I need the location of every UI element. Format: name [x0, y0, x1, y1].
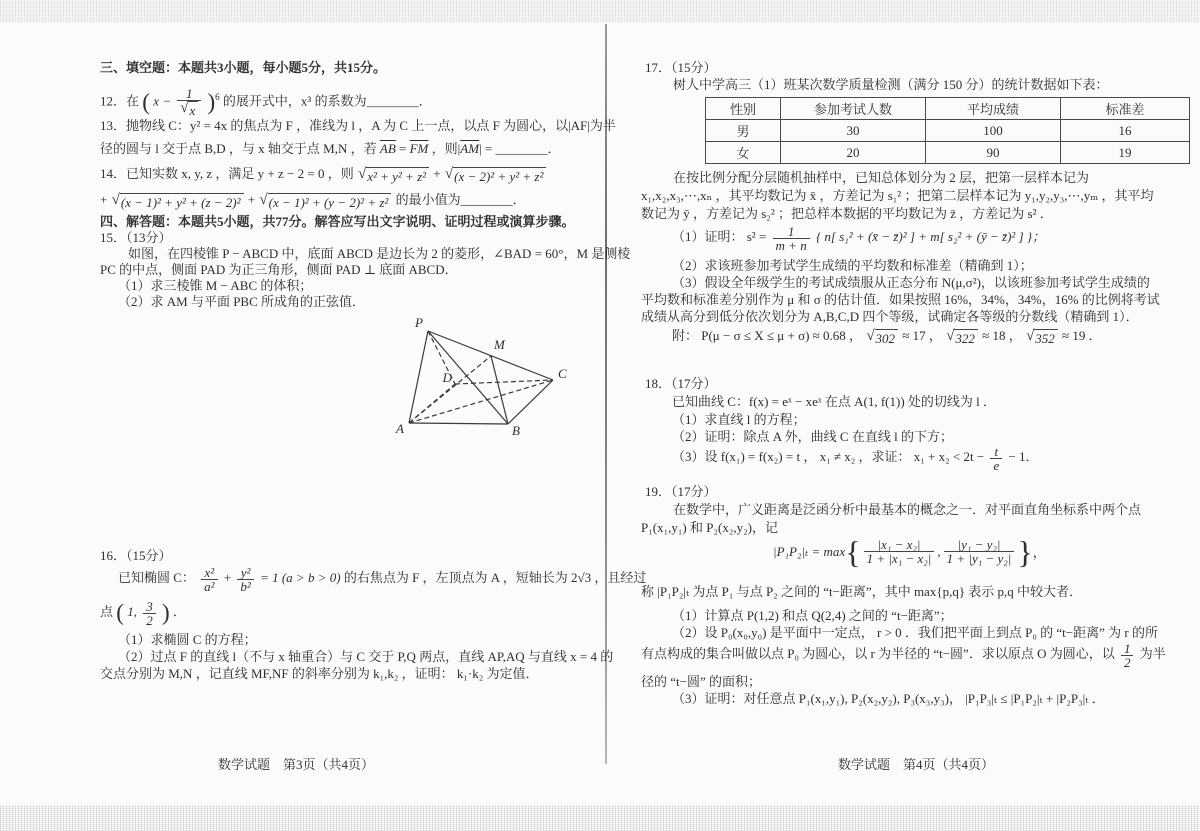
q17-item-3c: 成绩从高分到低分依次划分为 A,B,C,D 四个等级，试确定各等级的分数线（精确到 1）． [641, 309, 1139, 324]
section-3-heading: 三、填空题：本题共3小题，每小题5分，共15分。 [100, 60, 387, 75]
q18-item-3: （3）设 f(x₁) = f(x₂) = t ， x₁ ≠ x₂ ，求证： x₁ + x₂ < 2t − $\frac{t}{e}$ − 1． [672, 443, 1039, 473]
q19-item-2c: 径的 “t−圆” 的面积； [641, 674, 761, 689]
formula-fraction-y: $\frac{\text{|y₁ − y₂|}}{\text{1 + |y₁ − y₂|}}$ [944, 538, 1015, 565]
q16-intro-1: 已知椭圆 C： $\frac{\text{x²}}{\text{a²}}$ + $\frac{\text{y²}}{\text{b²}}$ = 1 (a > b > 0) 的右焦点为 F ，左顶点为 A ，短轴长为 2√3 ，且经过 [118, 564, 647, 594]
q12-exponent: 6 [215, 92, 220, 102]
q19-para-1: 在数学中，广义距离是泛函分析中最基本的概念之一．对平面直角坐标系中两个点 [673, 502, 1142, 517]
sqrt-icon: √ [444, 165, 454, 182]
q19-head: 19．（17分） [645, 484, 717, 499]
q19-item-3: （3）证明：对任意点 P₁(x₁,y₁), P₂(x₂,y₂), P₃(x₃,y₃)， |P₁P₃|ₜ ≤ |P₁P₂|ₜ + |P₂P₃|ₜ ． [672, 691, 1105, 706]
page-4 [608, 0, 1200, 831]
q12-fraction: 1 √ x [177, 87, 201, 118]
q19-item-1: （1）计算点 P(1,2) 和点 Q(2,4) 之间的 “t−距离”； [672, 608, 953, 623]
q17-statistics-table [705, 97, 1190, 164]
note-radical-2: √ 322 [946, 329, 978, 346]
q14-radical-3: √ (x − 1)² + y² + (z − 2)² [112, 193, 244, 210]
q17-item-3a: （3）假设全年级学生的考试成绩服从正态分布 N(μ,σ²)，以该班参加考试学生成绩的 [672, 275, 1150, 290]
q12-x-term: x − [153, 93, 171, 109]
q15-item-1: （1）求三棱锥 M − ABC 的体积； [118, 278, 313, 293]
q17-item-3b: 平均数和标准差分别作为 μ 和 σ 的估计值．如果按照 16%，34%，34%，16% 的比例将考试 [641, 292, 1160, 307]
q14-radical-4: √ (x − 1)² + (y − 2)² + z² [259, 193, 391, 210]
q19-distance-formula: |P₁P₂|ₜ = max { $\frac{\text{|x₁ − x₂|}}{\text{1 + |x₁ − x₂|}}$ , $\frac{\text{|y₁ − y₂|}}{\text{1 + |y₁ − y₂|}}$ } ， [773, 533, 1046, 570]
open-paren: ( [116, 600, 124, 626]
page-3-footer: 数学试题 第3页（共4页） [218, 757, 375, 772]
q16-intro-2: 点 ( 1, $\frac{3}{2}$ ) ． [100, 598, 186, 628]
vertex-label-m: M [494, 337, 505, 352]
vertex-label-d: D [442, 370, 452, 385]
section-4-heading: 四、解答题：本题共5小题，共77分。解答应写出文字说明、证明过程或演算步骤。 [100, 214, 575, 229]
edge-bc [508, 380, 553, 424]
close-paren: ) [207, 89, 216, 115]
q17-item-1: （1）证明： s² = $\frac{1}{m + n}$ { n[ s₁² + (x̄ − z̄)² ] + m[ s₂² + (ȳ − z̄)² ] }； [672, 223, 1046, 253]
q14-line-1: 14．已知实数 x, y, z ，满足 y + z − 2 = 0 ，则 √ x² + y² + z² + √ (x − 2)² + y² + z² [100, 162, 547, 186]
q18-item-2: （2）证明：除点 A 外，曲线 C 在直线 l 的下方； [672, 429, 953, 444]
note-radical-3: √ 352 [1026, 329, 1058, 346]
q13-line-2: 径的圆与 l 交于点 B,D ，与 x 轴交于点 M,N ，若 $\overline{AB} = \overline{FM}$ ，则$|\overline{AM}|$ = ________． [100, 141, 561, 156]
sqrt-icon: √ [1026, 327, 1035, 344]
q17-note: 附： P(μ − σ ≤ X ≤ μ + σ) ≈ 0.68 ， √ 302 ≈ 17 ， √ 322 ≈ 18 ， √ 352 ≈ 19 ． [672, 327, 1102, 346]
q19-item-2a: （2）设 P₀(x₀,y₀) 是平面中一定点， r > 0 ．我们把平面上到点 P₀ 的 “t−距离” 为 r 的所 [672, 625, 1158, 640]
q12-text-post: 的展开式中，x³ 的系数为________． [222, 93, 432, 109]
sqrt-icon: √ [946, 327, 955, 344]
q15-intro-1: 如图，在四棱锥 P − ABCD 中，底面 ABCD 是边长为 2 的菱形，∠BAD = 60°，M 是侧棱 [128, 246, 631, 261]
q14-radical-1: √ x² + y² + z² [358, 167, 429, 184]
q16-item-2a: （2）过点 F 的直线 l（不与 x 轴重合）与 C 交于 P,Q 两点，直线 AP,AQ 与直线 x = 4 的 [118, 649, 614, 664]
q17-para-1: 在按比例分配分层随机抽样中，已知总体划分为 2 层，把第一层样本记为 [673, 170, 1090, 185]
q12-denominator: √ x [177, 100, 201, 118]
header-stddev: 标准差 [1061, 98, 1190, 120]
segment-am: $\overline{AM}$ [460, 141, 480, 156]
sqrt-icon: √ [259, 191, 268, 208]
q12-line [100, 82, 432, 118]
vector-ab: $\overline{AB}$ [379, 141, 396, 156]
q15-head: 15．（13分） [100, 230, 172, 245]
vertex-label-a: A [396, 421, 404, 436]
q15-item-2: （2）求 AM 与平面 PBC 所成角的正弦值． [118, 294, 366, 309]
q17-para-2: x₁,x₂,x₃,⋯,xₙ ，其平均数记为 x̄ ，方差记为 s₁² ；把第二层样本记为 y₁,y₂,y₃,⋯,yₘ ，其平均 [641, 188, 1154, 203]
q12-text-pre: 12．在 [100, 93, 140, 109]
q16-item-2b: 交点分别为 M,N ，记直线 MF,NF 的斜率分别为 k₁,k₂ ，证明： k₁·k₂ 为定值． [100, 666, 539, 681]
open-brace: { [845, 533, 861, 570]
formula-fraction-x: $\frac{\text{|x₁ − x₂|}}{\text{1 + |x₁ − x₂|}}$ [864, 538, 935, 565]
note-radical-1: √ 302 [866, 329, 898, 346]
q19-para-3: 称 |P₁P₂|ₜ 为点 P₁ 与点 P₂ 之间的 “t−距离”，其中 max{p,q} 表示 p,q 中较大者． [641, 584, 1083, 599]
q16-point-fraction: $\frac{3}{2}$ [143, 600, 156, 627]
q18-fraction-te: $\frac{t}{e}$ [990, 445, 1002, 472]
q16-head: 16．（15分） [100, 548, 172, 563]
q19-para-2: P₁(x₁,y₁) 和 P₂(x₂,y₂)，记 [641, 520, 778, 535]
sqrt-icon: √ [180, 99, 189, 116]
q15-intro-2: PC 的中点，侧面 PAD 为正三角形，侧面 PAD ⊥ 底面 ABCD． [100, 262, 458, 277]
close-paren: ) [161, 600, 170, 626]
q17-item-2: （2）求该班参加考试学生成绩的平均数和标准差（精确到 1）； [672, 258, 1033, 273]
q17-fraction: $\frac{1}{m + n}$ [773, 225, 810, 252]
pyramid-figure [390, 316, 580, 451]
open-paren: ( [142, 89, 150, 115]
q16-fraction-x: $\frac{\text{x²}}{\text{a²}}$ [201, 566, 217, 593]
edge-ab [409, 423, 508, 424]
q18-intro: 已知曲线 C：f(x) = eˣ − xeˣ 在点 A(1, f(1)) 处的切线为 l ． [672, 394, 997, 409]
sqrt-icon: √ [111, 191, 120, 208]
edge-dc-hidden [455, 380, 553, 384]
page-4-footer: 数学试题 第4页（共4页） [838, 757, 995, 772]
q17-head: 17．（15分） [645, 60, 717, 75]
q14-radical-2: √ (x − 2)² + y² + z² [445, 167, 547, 184]
vertex-label-c: C [558, 366, 567, 381]
sqrt-icon: √ [866, 327, 875, 344]
table-row-female: 女 20 90 19 [706, 142, 1190, 164]
vertex-label-b: B [512, 423, 520, 438]
sqrt-icon: √ [357, 165, 367, 182]
table-row-male: 男 30 100 16 [706, 120, 1190, 142]
q13-line-1: 13．抛物线 C：y² = 4x 的焦点为 F ，准线为 l ，A 为 C 上一点，以点 F 为圆心，以|AF|为半 [100, 118, 616, 133]
header-average: 平均成绩 [926, 98, 1061, 120]
q16-fraction-y: $\frac{\text{y²}}{\text{b²}}$ [237, 566, 253, 593]
header-gender: 性别 [706, 98, 781, 120]
table-header-row [706, 98, 1190, 120]
close-brace: } [1017, 533, 1033, 570]
vector-fm: $\overline{FM}$ [409, 141, 429, 156]
q19-item-2b: 有点构成的集合叫做以点 P₀ 为圆心，以 r 为半径的 “t−圆”．求以原点 O 为圆心，以 $\frac{1}{2}$ 为半 [641, 640, 1166, 670]
q14-line-2: + √ (x − 1)² + y² + (z − 2)² + √ (x − 1)² + (y − 2)² + z² 的最小值为________． [100, 191, 526, 210]
q17-para-3: 数记为 ȳ ，方差记为 s₂² ；把总样本数据的平均数记为 z̄ ，方差记为 s² ． [641, 206, 1053, 221]
q18-item-1: （1）求直线 l 的方程； [672, 412, 806, 427]
edge-pa [409, 331, 428, 423]
q18-head: 18．（17分） [645, 376, 717, 391]
q17-intro: 树人中学高三（1）班某次数学质量检测（满分 150 分）的统计数据如下表： [673, 77, 1109, 92]
q19-fraction-half: $\frac{1}{2}$ [1121, 642, 1134, 669]
vertex-label-p: P [415, 316, 423, 330]
q16-item-1: （1）求椭圆 C 的方程； [118, 632, 257, 647]
header-count: 参加考试人数 [781, 98, 926, 120]
